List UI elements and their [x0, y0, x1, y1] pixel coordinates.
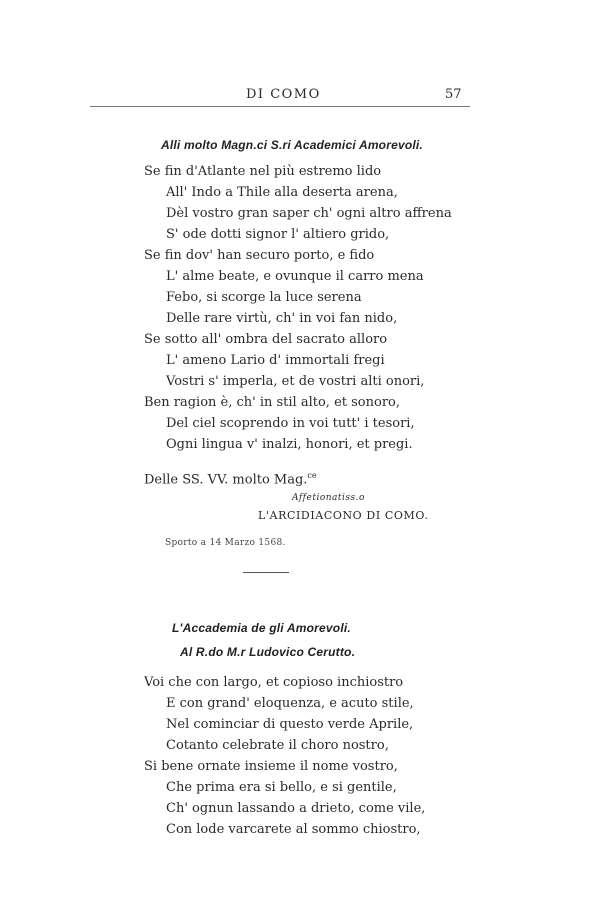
- verse-line: Febo, si scorge la luce serena: [166, 290, 362, 305]
- verse-line: Si bene ornate insieme il nome vostro,: [144, 759, 398, 774]
- verse-line: Delle rare virtù, ch' in voi fan nido,: [166, 311, 398, 326]
- verse-line: Se fin d'Atlante nel più estremo lido: [144, 164, 382, 179]
- verse-line: Con lode varcarete al sommo chiostro,: [166, 822, 421, 837]
- verse-line: Voi che con largo, et copioso inchiostro: [144, 675, 404, 690]
- verse-line: Del ciel scoprendo in voi tutt' i tesori,: [166, 416, 415, 431]
- verse-line: Nel cominciar di questo verde Aprile,: [166, 717, 414, 732]
- date-line: Sporto a 14 Marzo 1568.: [165, 538, 286, 548]
- verse-line: All' Indo a Thile alla deserta arena,: [166, 185, 398, 200]
- closing-text: Delle SS. VV. molto Mag.: [144, 472, 308, 488]
- verse-line: Vostri s' imperla, et de vostri alti onori,: [166, 374, 425, 389]
- closing-superscript: ce: [307, 471, 317, 480]
- poem2-heading-1: L'Accademia de gli Amorevoli.: [172, 621, 351, 635]
- section-divider: [243, 572, 289, 573]
- verse-line: Ogni lingua v' inalzi, honori, et pregi.: [166, 437, 413, 452]
- running-head: [0, 87, 613, 107]
- verse-line: L' alme beate, e ovunque il carro mena: [166, 269, 424, 284]
- signature: L'ARCIDIACONO DI COMO.: [258, 509, 429, 522]
- verse-line: Se sotto all' ombra del sacrato alloro: [144, 332, 388, 347]
- running-head-title: DI COMO: [246, 87, 321, 102]
- verse-line: L' ameno Lario d' immortali fregi: [166, 353, 385, 368]
- verse-line: E con grand' eloquenza, e acuto stile,: [166, 696, 414, 711]
- verse-line: Che prima era si bello, e si gentile,: [166, 780, 397, 795]
- poem1-heading: Alli molto Magn.ci S.ri Academici Amorevoli.: [161, 138, 423, 152]
- signature-epithet: Affetionatiss.o: [292, 493, 365, 503]
- verse-line: Dèl vostro gran saper ch' ogni altro affrena: [166, 206, 452, 221]
- verse-line: Ben ragion è, ch' in stil alto, et sonoro,: [144, 395, 400, 410]
- poem1-closing: [144, 471, 317, 487]
- header-rule: [90, 106, 470, 107]
- verse-line: Ch' ognun lassando a drieto, come vile,: [166, 801, 426, 816]
- verse-line: Se fin dov' han securo porto, e fido: [144, 248, 375, 263]
- page-number: 57: [445, 87, 462, 102]
- verse-line: Cotanto celebrate il choro nostro,: [166, 738, 389, 753]
- poem2-heading-2: Al R.do M.r Ludovico Cerutto.: [180, 645, 356, 659]
- verse-line: S' ode dotti signor l' altiero grido,: [166, 227, 390, 242]
